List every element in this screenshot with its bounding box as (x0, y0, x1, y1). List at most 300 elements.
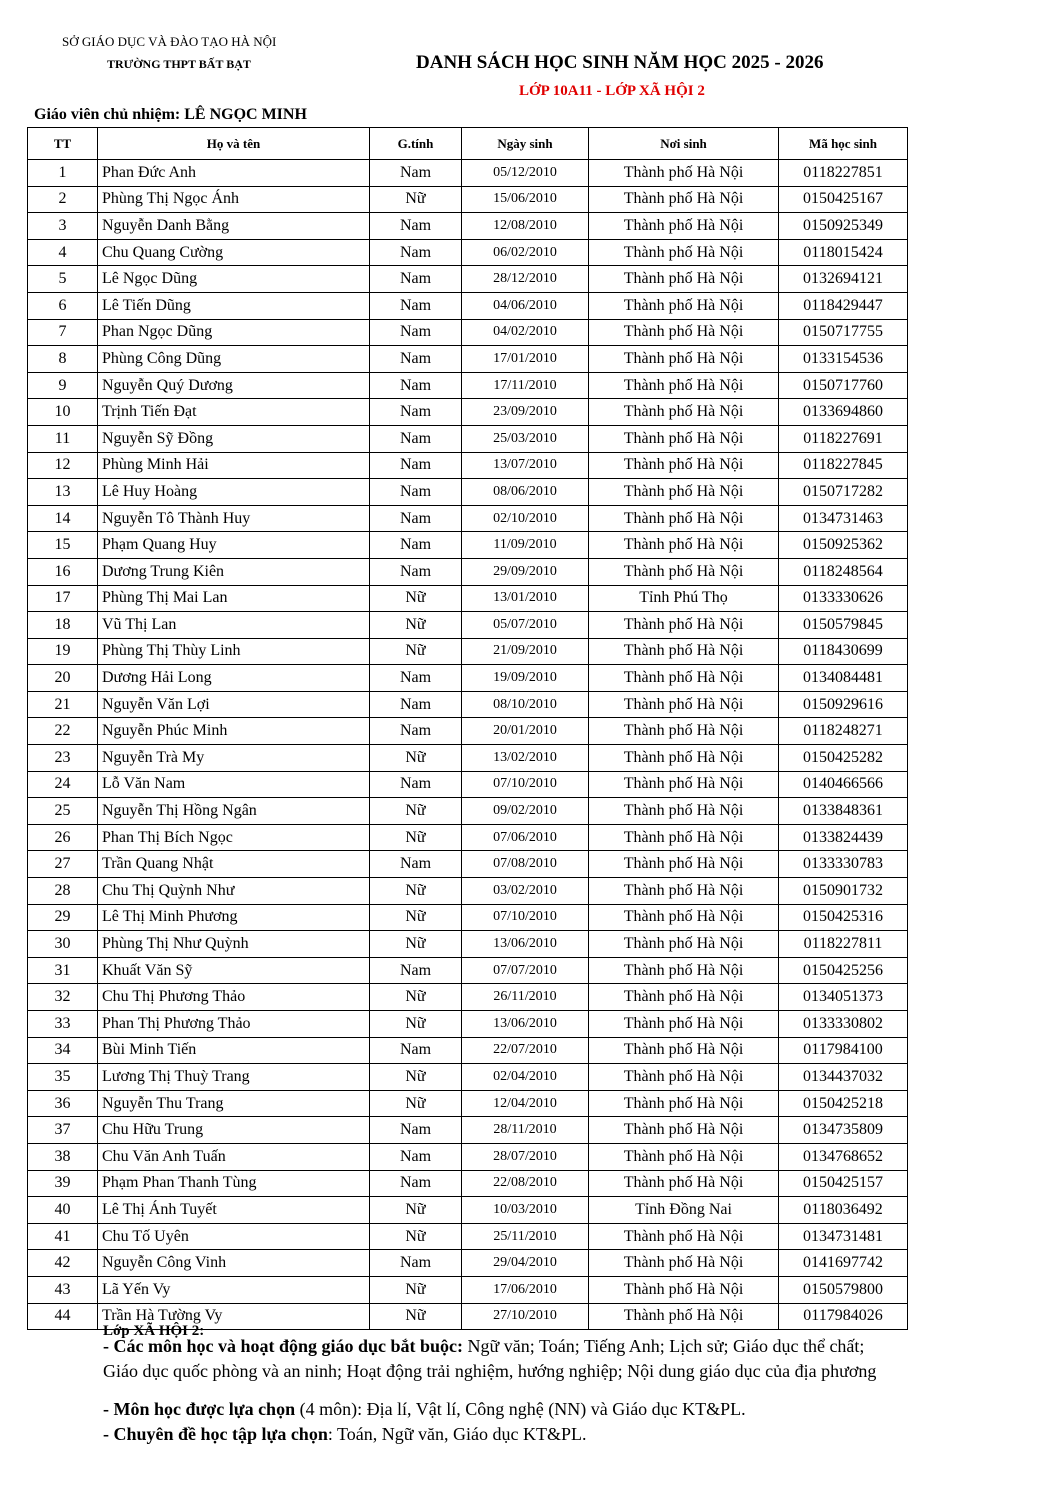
cell-name: Lương Thị Thuỳ Trang (98, 1064, 370, 1091)
cell-birthplace: Thành phố Hà Nội (589, 1143, 779, 1170)
cell-birthplace: Thành phố Hà Nội (589, 984, 779, 1011)
cell-dob: 07/10/2010 (462, 771, 589, 798)
cell-birthplace: Thành phố Hà Nội (589, 186, 779, 213)
table-row (28, 1170, 908, 1197)
cell-dob: 17/01/2010 (462, 346, 589, 373)
table-row (28, 160, 908, 187)
table-row (28, 505, 908, 532)
cell-dob: 10/03/2010 (462, 1197, 589, 1224)
cell-gender: Nữ (370, 878, 462, 905)
cell-student-id: 0140466566 (779, 771, 908, 798)
cell-gender: Nữ (370, 1090, 462, 1117)
cell-name: Lỗ Văn Nam (98, 771, 370, 798)
cell-dob: 13/02/2010 (462, 745, 589, 772)
cell-dob: 05/07/2010 (462, 612, 589, 639)
cell-dob: 09/02/2010 (462, 798, 589, 825)
cell-gender: Nam (370, 1250, 462, 1277)
cell-name: Nguyễn Quý Dương (98, 372, 370, 399)
table-row (28, 292, 908, 319)
cell-student-id: 0150425316 (779, 904, 908, 931)
cell-dob: 13/06/2010 (462, 931, 589, 958)
cell-gender: Nữ (370, 1276, 462, 1303)
cell-birthplace: Thành phố Hà Nội (589, 160, 779, 187)
cell-gender: Nam (370, 665, 462, 692)
cell-index: 22 (28, 718, 98, 745)
cell-birthplace: Thành phố Hà Nội (589, 745, 779, 772)
cell-gender: Nữ (370, 798, 462, 825)
table-row (28, 239, 908, 266)
topics-label: - Chuyên đề học tập lựa chọn (103, 1424, 328, 1444)
required-subjects (103, 1334, 903, 1388)
cell-birthplace: Thành phố Hà Nội (589, 1223, 779, 1250)
cell-gender: Nữ (370, 1197, 462, 1224)
cell-index: 18 (28, 612, 98, 639)
cell-birthplace: Thành phố Hà Nội (589, 957, 779, 984)
cell-birthplace: Thành phố Hà Nội (589, 718, 779, 745)
cell-index: 26 (28, 824, 98, 851)
table-row (28, 1037, 908, 1064)
cell-birthplace: Thành phố Hà Nội (589, 399, 779, 426)
cell-name: Chu Hữu Trung (98, 1117, 370, 1144)
cell-name: Lê Huy Hoàng (98, 479, 370, 506)
cell-gender: Nam (370, 1143, 462, 1170)
cell-dob: 03/02/2010 (462, 878, 589, 905)
cell-student-id: 0150925349 (779, 213, 908, 240)
cell-index: 9 (28, 372, 98, 399)
cell-dob: 22/08/2010 (462, 1170, 589, 1197)
cell-birthplace: Thành phố Hà Nội (589, 1064, 779, 1091)
cell-gender: Nam (370, 346, 462, 373)
cell-student-id: 0133824439 (779, 824, 908, 851)
cell-index: 13 (28, 479, 98, 506)
cell-gender: Nữ (370, 612, 462, 639)
table-row (28, 479, 908, 506)
cell-name: Phan Đức Anh (98, 160, 370, 187)
table-row (28, 399, 908, 426)
page-title: DANH SÁCH HỌC SINH NĂM HỌC 2025 - 2026 (416, 52, 824, 73)
cell-dob: 13/06/2010 (462, 1011, 589, 1038)
cell-dob: 13/07/2010 (462, 452, 589, 479)
cell-name: Lê Thị Minh Phương (98, 904, 370, 931)
cell-student-id: 0133154536 (779, 346, 908, 373)
cell-name: Nguyễn Thị Hồng Ngân (98, 798, 370, 825)
table-row (28, 1250, 908, 1277)
cell-gender: Nữ (370, 1011, 462, 1038)
cell-index: 14 (28, 505, 98, 532)
cell-gender: Nam (370, 425, 462, 452)
cell-gender: Nữ (370, 638, 462, 665)
cell-index: 37 (28, 1117, 98, 1144)
cell-dob: 08/10/2010 (462, 691, 589, 718)
cell-index: 34 (28, 1037, 98, 1064)
cell-student-id: 0134735809 (779, 1117, 908, 1144)
cell-gender: Nữ (370, 186, 462, 213)
cell-index: 31 (28, 957, 98, 984)
cell-student-id: 0150901732 (779, 878, 908, 905)
cell-birthplace: Thành phố Hà Nội (589, 239, 779, 266)
cell-birthplace: Tỉnh Phú Thọ (589, 585, 779, 612)
cell-name: Lê Thị Ánh Tuyết (98, 1197, 370, 1224)
table-row (28, 745, 908, 772)
cell-name: Nguyễn Công Vinh (98, 1250, 370, 1277)
cell-gender: Nữ (370, 904, 462, 931)
cell-index: 27 (28, 851, 98, 878)
cell-dob: 28/07/2010 (462, 1143, 589, 1170)
table-row (28, 532, 908, 559)
column-header-index: TT (28, 128, 98, 160)
cell-dob: 04/02/2010 (462, 319, 589, 346)
cell-index: 3 (28, 213, 98, 240)
cell-birthplace: Thành phố Hà Nội (589, 771, 779, 798)
cell-student-id: 0118248271 (779, 718, 908, 745)
cell-name: Phan Ngọc Dũng (98, 319, 370, 346)
cell-student-id: 0150717755 (779, 319, 908, 346)
department-name: SỞ GIÁO DỤC VÀ ĐÀO TẠO HÀ NỘI (62, 34, 277, 49)
cell-gender: Nam (370, 558, 462, 585)
cell-gender: Nữ (370, 984, 462, 1011)
cell-dob: 06/02/2010 (462, 239, 589, 266)
cell-gender: Nam (370, 1117, 462, 1144)
cell-birthplace: Thành phố Hà Nội (589, 346, 779, 373)
cell-gender: Nam (370, 319, 462, 346)
cell-student-id: 0150425282 (779, 745, 908, 772)
cell-gender: Nữ (370, 1064, 462, 1091)
cell-birthplace: Thành phố Hà Nội (589, 1037, 779, 1064)
cell-dob: 08/06/2010 (462, 479, 589, 506)
cell-name: Lê Tiến Dũng (98, 292, 370, 319)
cell-gender: Nam (370, 399, 462, 426)
table-row (28, 372, 908, 399)
elective-text: (4 môn): Địa lí, Vật lí, Công nghệ (NN) và Giáo dục KT&PL. (295, 1399, 746, 1419)
cell-dob: 17/06/2010 (462, 1276, 589, 1303)
elective-subjects (103, 1399, 746, 1420)
cell-index: 23 (28, 745, 98, 772)
column-header-student-id: Mã học sinh (779, 128, 908, 160)
cell-name: Phùng Thị Mai Lan (98, 585, 370, 612)
cell-gender: Nam (370, 479, 462, 506)
required-text: Ngữ văn; Toán; Tiếng Anh; Lịch sử; Giáo dục thể chất; Giáo dục quốc phòng và an ninh; Hoạt động trải nghiệm, hướng nghiệp; Nội dung giáo dục của địa phương (103, 1336, 877, 1381)
cell-index: 12 (28, 452, 98, 479)
table-row (28, 878, 908, 905)
cell-name: Lê Ngọc Dũng (98, 266, 370, 293)
student-table (27, 127, 908, 1330)
cell-index: 41 (28, 1223, 98, 1250)
cell-index: 32 (28, 984, 98, 1011)
cell-gender: Nam (370, 1170, 462, 1197)
topics-text: : Toán, Ngữ văn, Giáo dục KT&PL. (327, 1424, 587, 1444)
table-row (28, 1143, 908, 1170)
table-row (28, 266, 908, 293)
cell-dob: 26/11/2010 (462, 984, 589, 1011)
table-row (28, 346, 908, 373)
cell-index: 35 (28, 1064, 98, 1091)
cell-birthplace: Thành phố Hà Nội (589, 266, 779, 293)
table-header-row (28, 128, 908, 160)
cell-student-id: 0117984026 (779, 1303, 908, 1330)
cell-dob: 12/04/2010 (462, 1090, 589, 1117)
cell-student-id: 0134051373 (779, 984, 908, 1011)
cell-student-id: 0132694121 (779, 266, 908, 293)
cell-birthplace: Thành phố Hà Nội (589, 213, 779, 240)
table-row (28, 425, 908, 452)
cell-gender: Nữ (370, 931, 462, 958)
cell-index: 44 (28, 1303, 98, 1330)
cell-index: 2 (28, 186, 98, 213)
cell-birthplace: Thành phố Hà Nội (589, 851, 779, 878)
table-row (28, 851, 908, 878)
cell-name: Phạm Quang Huy (98, 532, 370, 559)
cell-birthplace: Thành phố Hà Nội (589, 824, 779, 851)
cell-name: Chu Tố Uyên (98, 1223, 370, 1250)
cell-dob: 12/08/2010 (462, 213, 589, 240)
cell-student-id: 0150717760 (779, 372, 908, 399)
cell-name: Nguyễn Văn Lợi (98, 691, 370, 718)
cell-index: 39 (28, 1170, 98, 1197)
cell-index: 19 (28, 638, 98, 665)
cell-index: 16 (28, 558, 98, 585)
cell-gender: Nam (370, 957, 462, 984)
cell-name: Trần Hà Tường Vy (98, 1303, 370, 1330)
table-row (28, 904, 908, 931)
cell-name: Vũ Thị Lan (98, 612, 370, 639)
cell-gender: Nam (370, 691, 462, 718)
table-row (28, 213, 908, 240)
cell-name: Nguyễn Tô Thành Huy (98, 505, 370, 532)
cell-birthplace: Thành phố Hà Nội (589, 1170, 779, 1197)
cell-student-id: 0133330626 (779, 585, 908, 612)
cell-gender: Nữ (370, 1303, 462, 1330)
cell-birthplace: Thành phố Hà Nội (589, 558, 779, 585)
cell-student-id: 0141697742 (779, 1250, 908, 1277)
cell-student-id: 0150425256 (779, 957, 908, 984)
cell-name: Nguyễn Sỹ Đồng (98, 425, 370, 452)
cell-name: Phạm Phan Thanh Tùng (98, 1170, 370, 1197)
table-row (28, 558, 908, 585)
cell-index: 42 (28, 1250, 98, 1277)
cell-birthplace: Thành phố Hà Nội (589, 532, 779, 559)
table-row (28, 1197, 908, 1224)
cell-dob: 20/01/2010 (462, 718, 589, 745)
cell-index: 10 (28, 399, 98, 426)
column-header-dob: Ngày sinh (462, 128, 589, 160)
cell-birthplace: Thành phố Hà Nội (589, 292, 779, 319)
class-name: LỚP 10A11 - LỚP XÃ HỘI 2 (519, 83, 705, 99)
cell-gender: Nam (370, 505, 462, 532)
cell-gender: Nam (370, 213, 462, 240)
cell-student-id: 0118015424 (779, 239, 908, 266)
cell-birthplace: Thành phố Hà Nội (589, 1303, 779, 1330)
cell-index: 38 (28, 1143, 98, 1170)
table-row (28, 1276, 908, 1303)
cell-birthplace: Thành phố Hà Nội (589, 691, 779, 718)
cell-gender: Nam (370, 851, 462, 878)
cell-student-id: 0150925362 (779, 532, 908, 559)
cell-name: Phan Thị Bích Ngọc (98, 824, 370, 851)
cell-birthplace: Thành phố Hà Nội (589, 1090, 779, 1117)
cell-dob: 25/03/2010 (462, 425, 589, 452)
cell-name: Nguyễn Phúc Minh (98, 718, 370, 745)
cell-birthplace: Thành phố Hà Nội (589, 931, 779, 958)
cell-gender: Nam (370, 1037, 462, 1064)
cell-dob: 28/11/2010 (462, 1117, 589, 1144)
cell-gender: Nữ (370, 824, 462, 851)
cell-student-id: 0150579800 (779, 1276, 908, 1303)
table-row (28, 665, 908, 692)
cell-student-id: 0134731481 (779, 1223, 908, 1250)
table-row (28, 1064, 908, 1091)
cell-student-id: 0133848361 (779, 798, 908, 825)
cell-gender: Nữ (370, 745, 462, 772)
cell-birthplace: Thành phố Hà Nội (589, 1276, 779, 1303)
cell-name: Lã Yến Vy (98, 1276, 370, 1303)
cell-index: 30 (28, 931, 98, 958)
cell-gender: Nam (370, 452, 462, 479)
cell-index: 15 (28, 532, 98, 559)
cell-name: Chu Thị Phương Thảo (98, 984, 370, 1011)
table-row (28, 931, 908, 958)
cell-name: Chu Thị Quỳnh Như (98, 878, 370, 905)
table-row (28, 612, 908, 639)
required-label: - Các môn học và hoạt động giáo dục bắt buộc: (103, 1336, 464, 1356)
cell-gender: Nữ (370, 585, 462, 612)
table-row (28, 1117, 908, 1144)
cell-index: 36 (28, 1090, 98, 1117)
cell-birthplace: Thành phố Hà Nội (589, 372, 779, 399)
cell-dob: 07/06/2010 (462, 824, 589, 851)
cell-index: 7 (28, 319, 98, 346)
cell-student-id: 0118429447 (779, 292, 908, 319)
table-row (28, 771, 908, 798)
cell-student-id: 0150579845 (779, 612, 908, 639)
column-header-name: Họ và tên (98, 128, 370, 160)
cell-gender: Nữ (370, 1223, 462, 1250)
cell-birthplace: Thành phố Hà Nội (589, 425, 779, 452)
cell-birthplace: Thành phố Hà Nội (589, 319, 779, 346)
cell-name: Khuất Văn Sỹ (98, 957, 370, 984)
table-row (28, 638, 908, 665)
cell-gender: Nam (370, 239, 462, 266)
cell-dob: 21/09/2010 (462, 638, 589, 665)
cell-student-id: 0134437032 (779, 1064, 908, 1091)
cell-dob: 29/09/2010 (462, 558, 589, 585)
cell-index: 1 (28, 160, 98, 187)
cell-dob: 19/09/2010 (462, 665, 589, 692)
cell-name: Phan Thị Phương Thảo (98, 1011, 370, 1038)
cell-index: 20 (28, 665, 98, 692)
cell-dob: 22/07/2010 (462, 1037, 589, 1064)
cell-name: Nguyễn Danh Bằng (98, 213, 370, 240)
table-row (28, 984, 908, 1011)
cell-dob: 29/04/2010 (462, 1250, 589, 1277)
cell-dob: 04/06/2010 (462, 292, 589, 319)
table-row (28, 1223, 908, 1250)
cell-gender: Nam (370, 160, 462, 187)
cell-birthplace: Thành phố Hà Nội (589, 505, 779, 532)
cell-name: Chu Văn Anh Tuấn (98, 1143, 370, 1170)
table-row (28, 798, 908, 825)
cell-student-id: 0133330802 (779, 1011, 908, 1038)
cell-dob: 07/08/2010 (462, 851, 589, 878)
cell-dob: 27/10/2010 (462, 1303, 589, 1330)
cell-student-id: 0117984100 (779, 1037, 908, 1064)
cell-gender: Nam (370, 292, 462, 319)
cell-birthplace: Thành phố Hà Nội (589, 904, 779, 931)
table-row (28, 1011, 908, 1038)
cell-name: Chu Quang Cường (98, 239, 370, 266)
cell-student-id: 0118227851 (779, 160, 908, 187)
cell-dob: 23/09/2010 (462, 399, 589, 426)
notes-heading: Lớp XÃ HỘI 2: (103, 1323, 205, 1339)
cell-index: 40 (28, 1197, 98, 1224)
cell-name: Phùng Minh Hải (98, 452, 370, 479)
cell-dob: 25/11/2010 (462, 1223, 589, 1250)
elective-label: - Môn học được lựa chọn (103, 1399, 296, 1419)
cell-birthplace: Thành phố Hà Nội (589, 452, 779, 479)
school-name: TRƯỜNG THPT BẤT BẠT (107, 57, 251, 71)
cell-index: 17 (28, 585, 98, 612)
cell-student-id: 0118227845 (779, 452, 908, 479)
cell-birthplace: Thành phố Hà Nội (589, 878, 779, 905)
cell-name: Bùi Minh Tiến (98, 1037, 370, 1064)
cell-student-id: 0118227811 (779, 931, 908, 958)
cell-gender: Nam (370, 372, 462, 399)
cell-index: 43 (28, 1276, 98, 1303)
cell-index: 11 (28, 425, 98, 452)
cell-dob: 07/10/2010 (462, 904, 589, 931)
cell-student-id: 0134731463 (779, 505, 908, 532)
elective-topics (103, 1424, 586, 1445)
column-header-birthplace: Nơi sinh (589, 128, 779, 160)
cell-name: Trịnh Tiến Đạt (98, 399, 370, 426)
cell-name: Dương Hải Long (98, 665, 370, 692)
table-row (28, 824, 908, 851)
cell-name: Nguyễn Thu Trang (98, 1090, 370, 1117)
cell-gender: Nam (370, 718, 462, 745)
cell-index: 8 (28, 346, 98, 373)
cell-student-id: 0118036492 (779, 1197, 908, 1224)
cell-dob: 11/09/2010 (462, 532, 589, 559)
cell-index: 5 (28, 266, 98, 293)
table-row (28, 1090, 908, 1117)
cell-student-id: 0118248564 (779, 558, 908, 585)
cell-index: 4 (28, 239, 98, 266)
table-row (28, 691, 908, 718)
cell-name: Phùng Công Dũng (98, 346, 370, 373)
cell-name: Phùng Thị Thùy Linh (98, 638, 370, 665)
cell-birthplace: Thành phố Hà Nội (589, 479, 779, 506)
table-row (28, 585, 908, 612)
cell-dob: 02/04/2010 (462, 1064, 589, 1091)
cell-student-id: 0150929616 (779, 691, 908, 718)
cell-birthplace: Tỉnh Đồng Nai (589, 1197, 779, 1224)
cell-dob: 13/01/2010 (462, 585, 589, 612)
cell-birthplace: Thành phố Hà Nội (589, 1011, 779, 1038)
cell-student-id: 0150717282 (779, 479, 908, 506)
cell-name: Nguyễn Trà My (98, 745, 370, 772)
table-row (28, 186, 908, 213)
cell-dob: 17/11/2010 (462, 372, 589, 399)
table-row (28, 718, 908, 745)
cell-student-id: 0133330783 (779, 851, 908, 878)
cell-birthplace: Thành phố Hà Nội (589, 1117, 779, 1144)
cell-name: Dương Trung Kiên (98, 558, 370, 585)
cell-name: Phùng Thị Như Quỳnh (98, 931, 370, 958)
cell-gender: Nam (370, 771, 462, 798)
cell-dob: 05/12/2010 (462, 160, 589, 187)
cell-student-id: 0150425157 (779, 1170, 908, 1197)
column-header-gender: G.tính (370, 128, 462, 160)
cell-student-id: 0134768652 (779, 1143, 908, 1170)
